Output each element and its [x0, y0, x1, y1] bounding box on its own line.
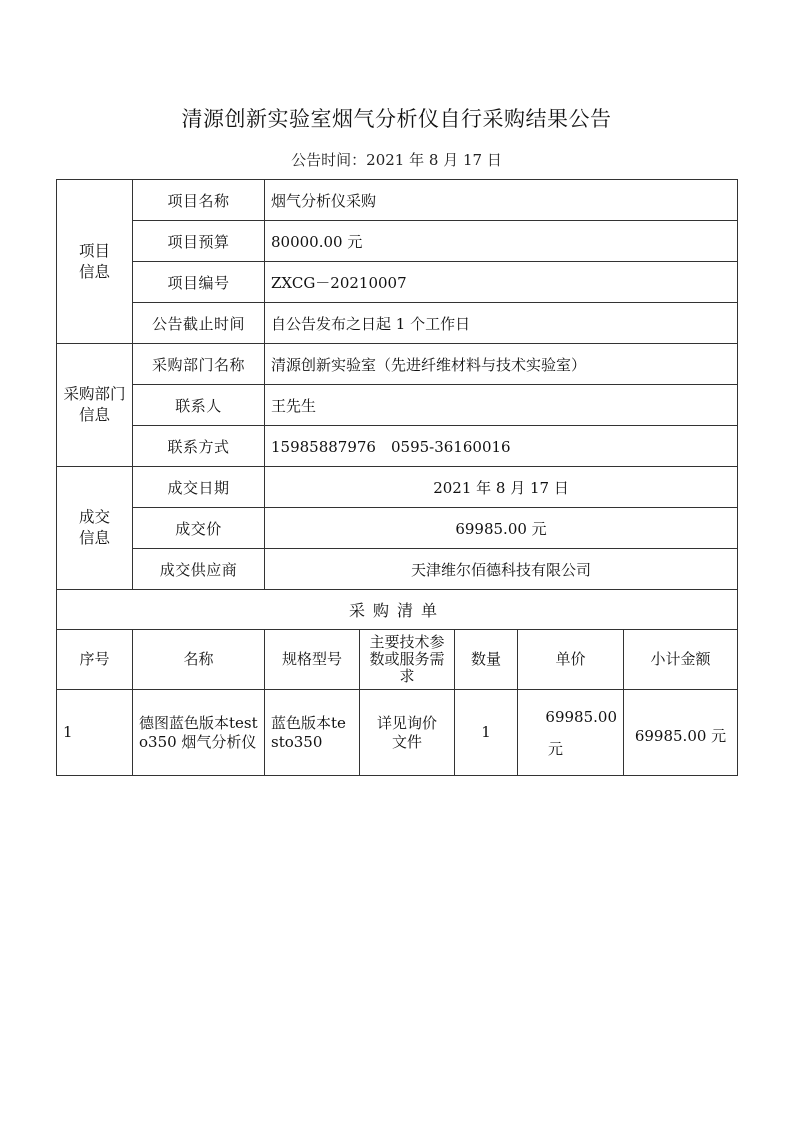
- project-code-label: 项目编号: [133, 262, 265, 303]
- item-model: 蓝色版本testo350: [265, 690, 360, 776]
- header-subtotal: 小计金额: [624, 630, 738, 690]
- row-project-budget: [57, 221, 738, 262]
- table-row: [57, 690, 738, 776]
- item-spec: 详见询价文件: [360, 690, 455, 776]
- row-deal-date: [57, 467, 738, 508]
- dept-name-label: 采购部门名称: [133, 344, 265, 385]
- item-qty: 1: [455, 690, 518, 776]
- row-deal-price: [57, 508, 738, 549]
- item-unit-price-unit: 元: [547, 739, 563, 758]
- header-unit-price: 单价: [518, 630, 624, 690]
- project-deadline-value: 自公告发布之日起 1 个工作日: [265, 303, 738, 344]
- announce-date: 公告时间：2021 年 8 月 17 日: [291, 151, 502, 169]
- deal-price-label: 成交价: [133, 508, 265, 549]
- project-name-value: 烟气分析仪采购: [265, 180, 738, 221]
- project-budget-value: 80000.00 元: [265, 221, 738, 262]
- row-project-code: [57, 262, 738, 303]
- section-department-info: [57, 344, 133, 467]
- row-project-deadline: [57, 303, 738, 344]
- item-unit-price-cell: [518, 690, 624, 776]
- contact-value: 王先生: [265, 385, 738, 426]
- item-unit-price: 69985.00: [545, 707, 617, 726]
- section-deal-label: 成交信息: [78, 508, 110, 547]
- item-name: 德图蓝色版本testo350 烟气分析仪: [133, 690, 265, 776]
- header-qty: 数量: [455, 630, 518, 690]
- deal-supplier-value: 天津维尔佰德科技有限公司: [265, 549, 738, 590]
- section-department-label: 采购部门信息: [63, 385, 126, 424]
- deal-date-value: 2021 年 8 月 17 日: [265, 467, 738, 508]
- row-list-header: [57, 630, 738, 690]
- project-code-value: ZXCG－20210007: [265, 262, 738, 303]
- row-list-banner: [57, 590, 738, 630]
- row-contact: [57, 385, 738, 426]
- header-index: 序号: [57, 630, 133, 690]
- announcement-table: [56, 179, 738, 776]
- project-name-label: 项目名称: [133, 180, 265, 221]
- project-budget-label: 项目预算: [133, 221, 265, 262]
- header-name: 名称: [133, 630, 265, 690]
- section-project-label: 项目信息: [78, 241, 110, 281]
- row-project-name: [57, 180, 738, 221]
- header-model: 规格型号: [265, 630, 360, 690]
- deal-supplier-label: 成交供应商: [133, 549, 265, 590]
- phone-value: 15985887976 0595-36160016: [265, 426, 738, 467]
- project-deadline-label: 公告截止时间: [133, 303, 265, 344]
- row-dept-name: [57, 344, 738, 385]
- item-index: 1: [57, 690, 133, 776]
- deal-price-value: 69985.00 元: [265, 508, 738, 549]
- contact-label: 联系人: [133, 385, 265, 426]
- item-subtotal: 69985.00 元: [624, 690, 738, 776]
- phone-label: 联系方式: [133, 426, 265, 467]
- document-title: 清源创新实验室烟气分析仪自行采购结果公告: [181, 107, 612, 131]
- row-phone: [57, 426, 738, 467]
- deal-date-label: 成交日期: [133, 467, 265, 508]
- list-banner: 采购清单: [57, 590, 738, 630]
- header-spec: 主要技术参数或服务需求: [360, 630, 455, 690]
- section-project-info: [57, 180, 133, 344]
- row-deal-supplier: [57, 549, 738, 590]
- dept-name-value: 清源创新实验室（先进纤维材料与技术实验室）: [265, 344, 738, 385]
- section-deal-info: [57, 467, 133, 590]
